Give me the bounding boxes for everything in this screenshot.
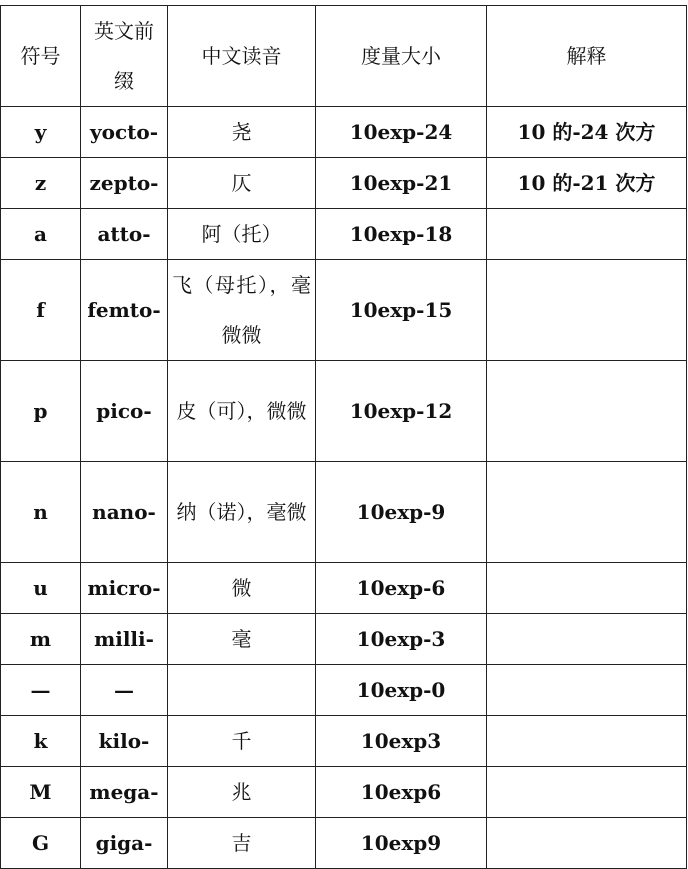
cell-prefix: micro- — [81, 563, 168, 614]
cell-symbol: z — [1, 158, 81, 209]
cell-magnitude: 10exp-3 — [316, 614, 487, 665]
cell-magnitude: 10exp-6 — [316, 563, 487, 614]
header-note: 解释 — [487, 6, 687, 107]
cell-symbol: p — [1, 361, 81, 462]
table-row — [1, 260, 687, 361]
cell-symbol: — — [1, 665, 81, 716]
cell-reading: 微 — [168, 563, 316, 614]
cell-prefix: — — [81, 665, 168, 716]
cell-note — [487, 665, 687, 716]
cell-magnitude: 10exp3 — [316, 716, 487, 767]
cell-reading: 仄 — [168, 158, 316, 209]
cell-symbol: u — [1, 563, 81, 614]
cell-prefix: yocto- — [81, 107, 168, 158]
header-prefix: 英文前缀 — [81, 6, 168, 107]
header-symbol: 符号 — [1, 6, 81, 107]
table-row — [1, 107, 687, 158]
cell-reading: 兆 — [168, 767, 316, 818]
cell-reading: 阿（托） — [168, 209, 316, 260]
cell-prefix: femto- — [81, 260, 168, 361]
table-row — [1, 209, 687, 260]
table-row — [1, 462, 687, 563]
cell-prefix: atto- — [81, 209, 168, 260]
header-magnitude: 度量大小 — [316, 6, 487, 107]
cell-prefix: mega- — [81, 767, 168, 818]
cell-symbol: G — [1, 818, 81, 869]
cell-note: 10 的-24 次方 — [487, 107, 687, 158]
table-row — [1, 665, 687, 716]
cell-note — [487, 716, 687, 767]
cell-magnitude: 10exp6 — [316, 767, 487, 818]
table-row — [1, 614, 687, 665]
cell-prefix: milli- — [81, 614, 168, 665]
cell-prefix: giga- — [81, 818, 168, 869]
cell-reading — [168, 665, 316, 716]
cell-reading: 尧 — [168, 107, 316, 158]
cell-reading: 飞（母托），毫微微 — [168, 260, 316, 361]
cell-symbol: n — [1, 462, 81, 563]
table-row — [1, 158, 687, 209]
table-row — [1, 563, 687, 614]
cell-symbol: y — [1, 107, 81, 158]
cell-magnitude: 10exp-15 — [316, 260, 487, 361]
cell-symbol: m — [1, 614, 81, 665]
cell-prefix: pico- — [81, 361, 168, 462]
cell-note — [487, 361, 687, 462]
cell-magnitude: 10exp-0 — [316, 665, 487, 716]
si-prefix-table — [0, 5, 687, 869]
cell-reading: 千 — [168, 716, 316, 767]
cell-note — [487, 462, 687, 563]
cell-note — [487, 563, 687, 614]
cell-note: 10 的-21 次方 — [487, 158, 687, 209]
cell-prefix: kilo- — [81, 716, 168, 767]
cell-reading: 皮（可），微微 — [168, 361, 316, 462]
cell-magnitude: 10exp-9 — [316, 462, 487, 563]
header-reading: 中文读音 — [168, 6, 316, 107]
table-row — [1, 767, 687, 818]
cell-symbol: f — [1, 260, 81, 361]
table-row — [1, 716, 687, 767]
cell-note — [487, 818, 687, 869]
cell-reading: 纳（诺），毫微 — [168, 462, 316, 563]
cell-note — [487, 614, 687, 665]
cell-note — [487, 767, 687, 818]
cell-symbol: M — [1, 767, 81, 818]
cell-symbol: k — [1, 716, 81, 767]
cell-magnitude: 10exp-12 — [316, 361, 487, 462]
si-prefix-table-container — [0, 5, 687, 869]
cell-note — [487, 260, 687, 361]
table-body — [1, 107, 687, 869]
cell-reading: 毫 — [168, 614, 316, 665]
cell-magnitude: 10exp-18 — [316, 209, 487, 260]
cell-magnitude: 10exp-24 — [316, 107, 487, 158]
table-row — [1, 361, 687, 462]
table-header-row — [1, 6, 687, 107]
cell-prefix: nano- — [81, 462, 168, 563]
cell-prefix: zepto- — [81, 158, 168, 209]
table-row — [1, 818, 687, 869]
cell-reading: 吉 — [168, 818, 316, 869]
cell-symbol: a — [1, 209, 81, 260]
cell-note — [487, 209, 687, 260]
cell-magnitude: 10exp9 — [316, 818, 487, 869]
cell-magnitude: 10exp-21 — [316, 158, 487, 209]
